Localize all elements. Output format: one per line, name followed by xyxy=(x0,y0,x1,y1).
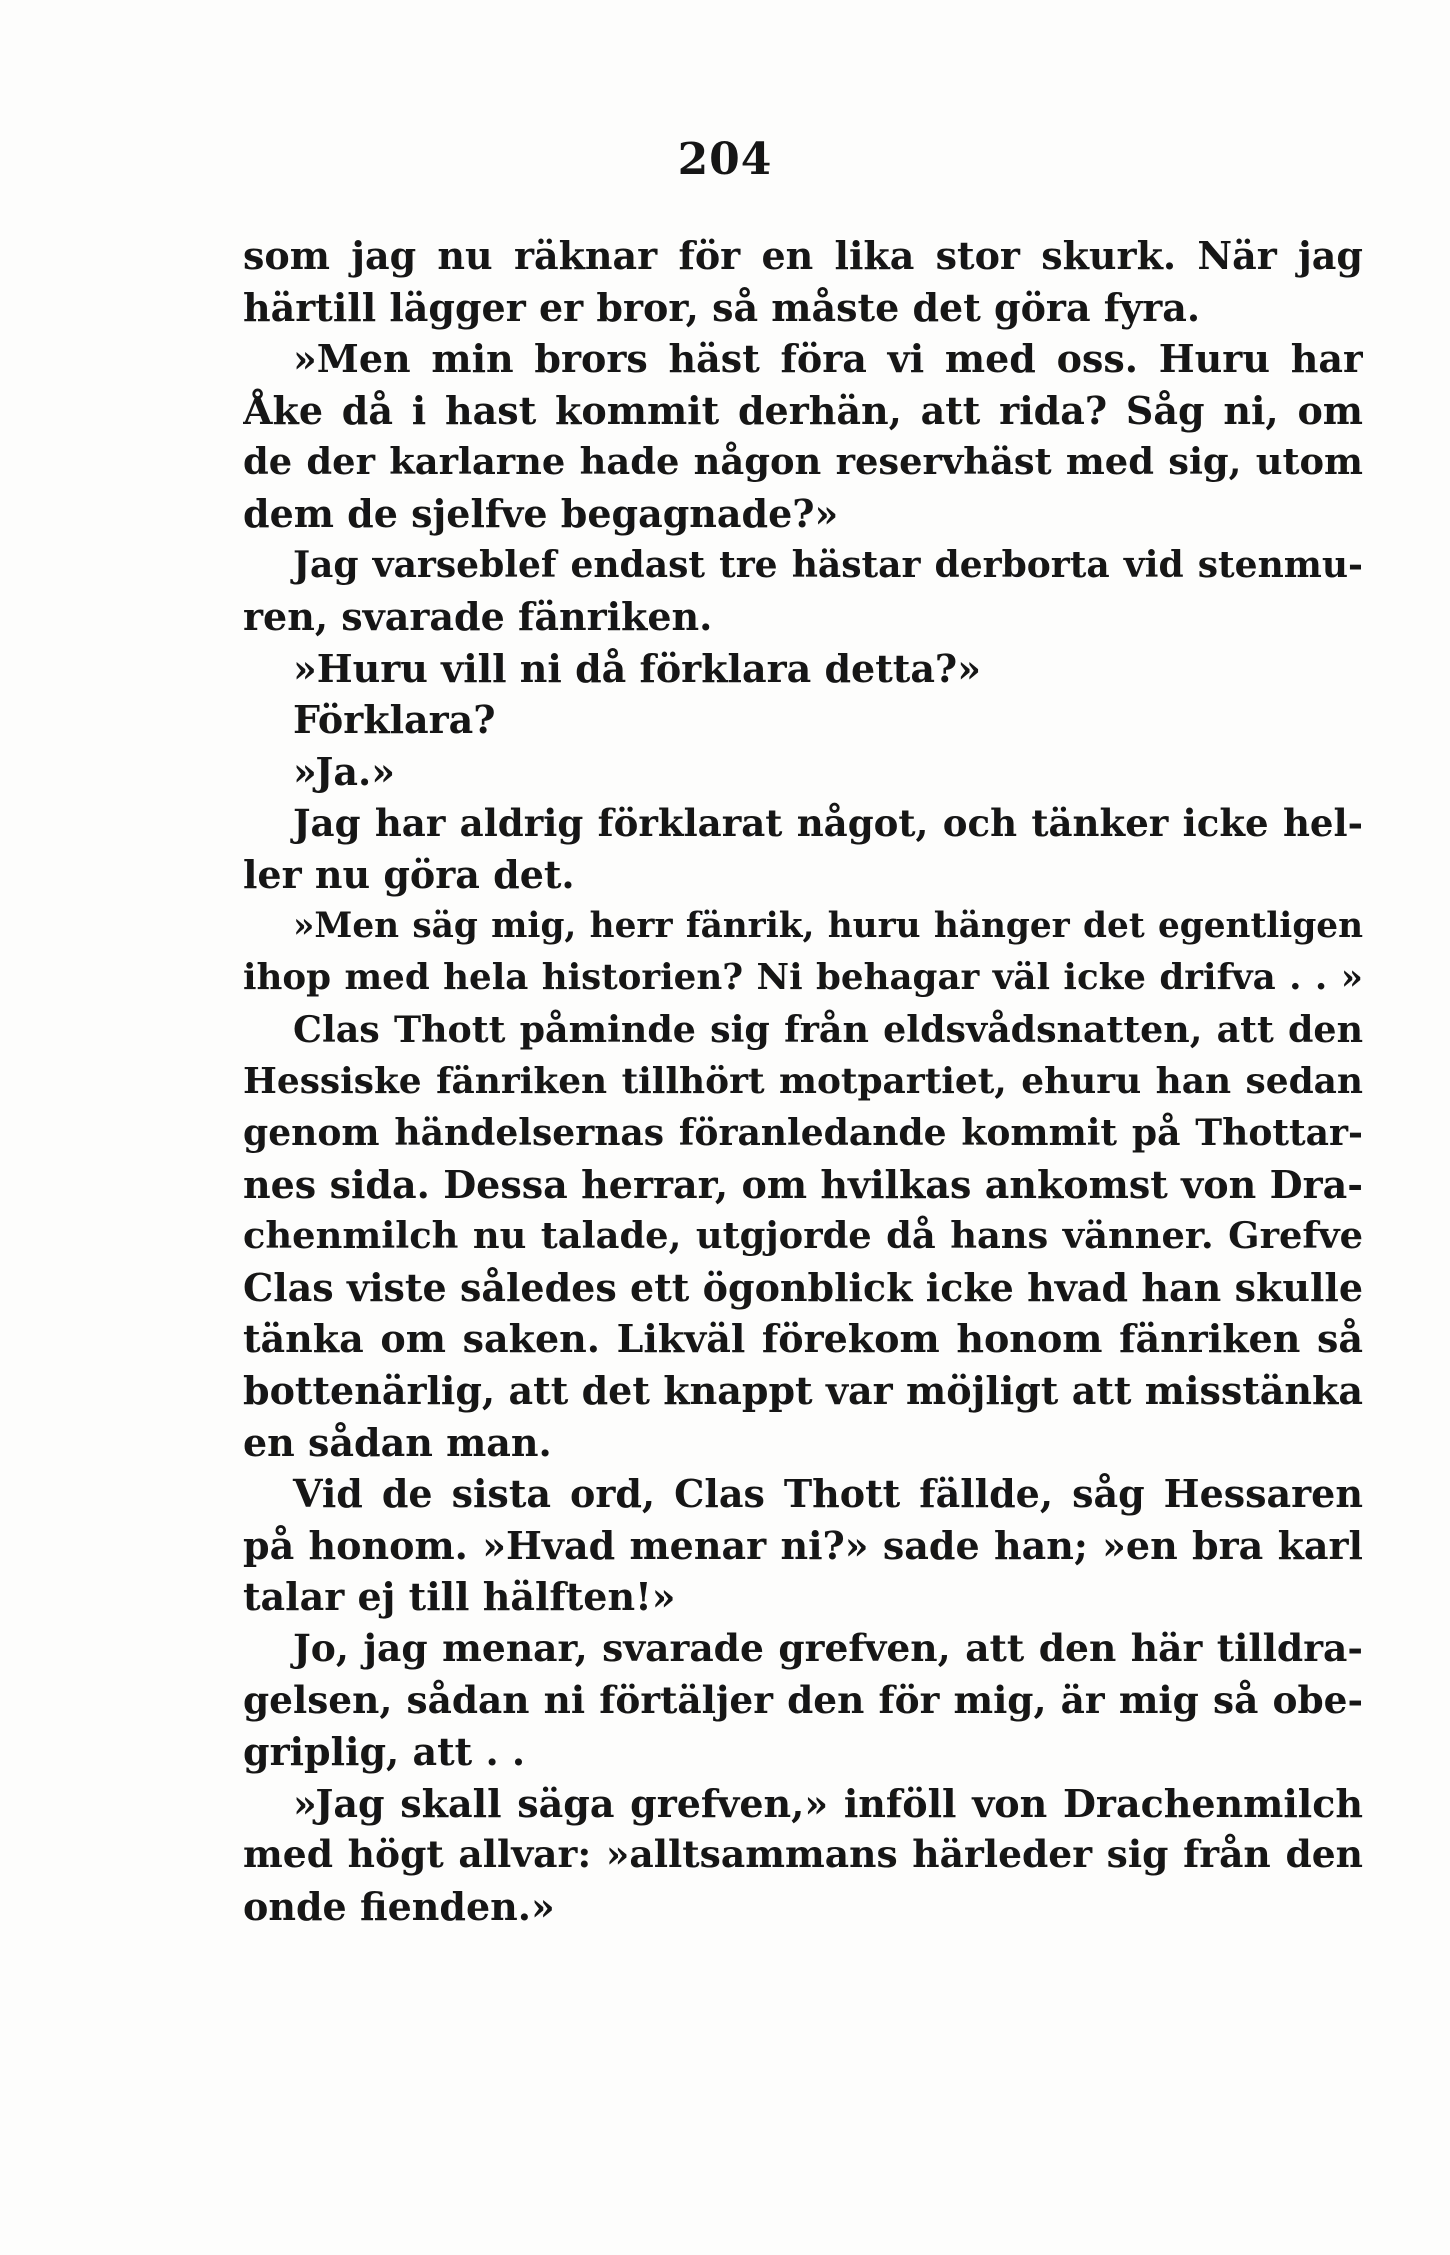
text-line: en sådan man. xyxy=(243,1419,552,1465)
text-line: Jag har aldrig förklarat något, och tänker icke hel- xyxy=(293,800,1363,845)
text-line: Jo, jag menar, svarade grefven, att den här tilldra- xyxy=(293,1626,1363,1671)
text-line: »Men min brors häst föra vi med oss. Huru har xyxy=(293,336,1363,382)
text-line: griplig, att . . xyxy=(243,1729,526,1775)
text-line: Vid de sista ord, Clas Thott fällde, såg Hessaren xyxy=(293,1471,1363,1517)
text-line: gelsen, sådan ni förtäljer den för mig, är mig så obe- xyxy=(243,1677,1363,1722)
text-line: Förklara? xyxy=(293,697,496,743)
text-line: med högt allvar: »alltsammans härleder sig från den xyxy=(243,1832,1363,1877)
text-line: »Jag skall säga grefven,» inföll von Drachenmilch xyxy=(293,1780,1363,1826)
text-line: Hessiske fänriken tillhört motpartiet, ehuru han sedan xyxy=(243,1059,1363,1102)
text-line: »Men säg mig, herr fänrik, huru hänger det egentligen xyxy=(293,905,1363,946)
text-line: onde fienden.» xyxy=(243,1884,555,1929)
text-line: »Ja.» xyxy=(293,748,395,794)
page-number: 204 xyxy=(677,134,773,185)
text-line: de der karlarne hade någon reservhäst med sig, utom xyxy=(243,439,1363,484)
text-line: Clas viste således ett ögonblick icke hvad han skulle xyxy=(243,1264,1363,1310)
text-line: Åke då i hast kommit derhän, att rida? Såg ni, om xyxy=(243,387,1363,433)
text-line: Clas Thott påminde sig från eldsvådsnatten, att den xyxy=(293,1007,1363,1051)
text-line: Jag varseblef endast tre hästar derborta vid stenmu- xyxy=(293,543,1363,586)
text-line: tänka om saken. Likväl förekom honom fänriken så xyxy=(243,1316,1363,1362)
text-line: på honom. »Hvad menar ni?» sade han; »en bra karl xyxy=(243,1522,1363,1568)
text-line: »Huru vill ni då förklara detta?» xyxy=(293,645,981,691)
text-line: ler nu göra det. xyxy=(243,852,575,898)
text-line: genom händelsernas föranledande kommit på Thottar- xyxy=(243,1111,1363,1155)
text-line: dem de sjelfve begagnade?» xyxy=(243,490,839,536)
text-line: ihop med hela historien? Ni behagar väl icke drifva . . » xyxy=(243,957,1363,999)
text-line: som jag nu räknar för en lika stor skurk. När jag xyxy=(243,233,1363,278)
text-line: nes sida. Dessa herrar, om hvilkas ankomst von Dra- xyxy=(243,1161,1363,1207)
text-line: chenmilch nu talade, utgjorde då hans vänner. Grefve xyxy=(243,1213,1363,1258)
text-line: ren, svarade fänriken. xyxy=(243,594,713,640)
body-text xyxy=(243,230,1363,1933)
text-line: härtill lägger er bror, så måste det göra fyra. xyxy=(243,284,1201,330)
text-line: talar ej till hälften!» xyxy=(243,1574,676,1620)
text-line: bottenärlig, att det knappt var möjligt att misstänka xyxy=(243,1368,1363,1414)
